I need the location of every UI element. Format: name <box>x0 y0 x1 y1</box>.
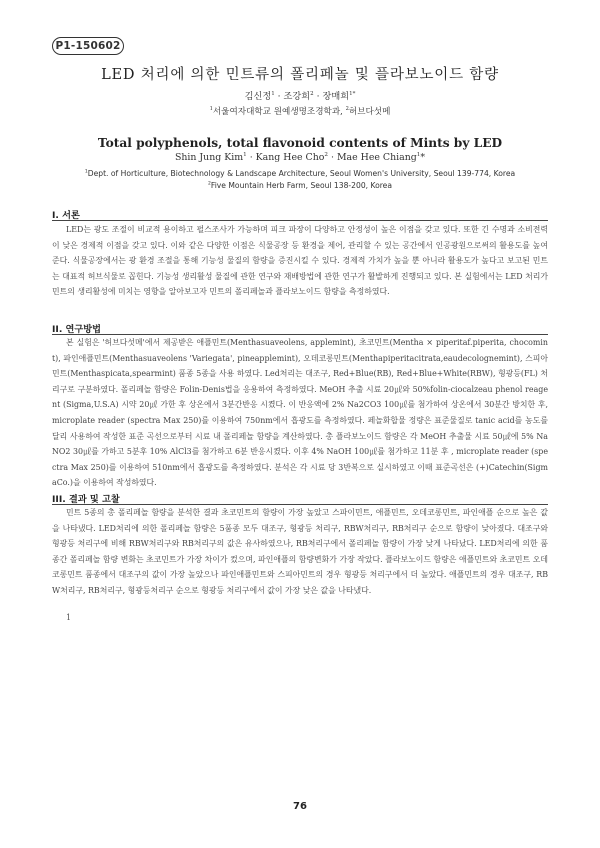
affiliation-mark: 2 <box>310 90 314 97</box>
author-name: Kang Hee Cho <box>255 152 325 163</box>
affiliation-mark: 1 <box>84 169 88 175</box>
session-code-badge: P1-150602 <box>52 37 124 55</box>
intro-paragraph: LED는 광도 조절이 비교적 용이하고 펄스조사가 가능하며 피크 파장이 다양하고 안정성이 높은 이점을 갖고 있다. 또한 긴 수명과 소비전력이 낮은 경제적 이점을 갖고 있다. 이와 같은 다양한 이점은 식물공장 등 환경을 제어, 관리할 수 있는 공간에서 인공광원으로써의 활용도를 높여준다. 식물공장에서는 광 환경 조절을 통해 기능성 물질의 함량을 증진시킬 수 있다. 경제적 가치가 높을 뿐 아니라 활용도가 높다고 보고된 민트는 대표적 허브식물로 꼽힌다. 기능성 생리활성 물질에 관한 연구와 재배방법에 관한 연구가 활발하게 진행되고 있다. 본 실험에서는 LED 처리가 민트의 생리활성에 미치는 영향을 알아보고자 민트의 폴리페놀과 플라보노이드 함량을 측정하였다. <box>52 225 548 297</box>
author-name: 조강희 <box>283 91 311 102</box>
methods-heading: II. 연구방법 <box>52 324 102 335</box>
intro-heading: I. 서론 <box>52 210 80 221</box>
affiliation-mark: 2 <box>324 151 328 158</box>
author-separator: · <box>246 152 256 163</box>
english-affiliation-2 <box>0 181 600 190</box>
author-separator: · <box>328 152 337 163</box>
korean-title: LED 처리에 의한 민트류의 폴리페놀 및 플라보노이드 함량 <box>101 67 499 83</box>
methods-paragraph: 본 실험은 '허브다섯메'에서 제공받은 애플민트(Menthasuaveolens, applemint), 초코민트(Mentha × piperitaf.piperita, chocomint), 파인애플민트(Menthasuaveolens 'Variegata', pineapplemint), 오데코롱민트(Menthapiperitacitrata,eaudecolognemint), 스피아민트(Menthaspicata,spearmint) 품종 5종을 사용 하였다. Led처리는 대조구, Red+Blue(RB), Red+Blue+White(RBW), 형광등(FL) 처리구로 구분하였다. 폴리페놀 함량은 Folin-Denis법을 응용하여 측정하였다. MeOH 추출 시료 20㎕와 50%folin-ciocalzeau phenol reagent (Sigma,U.S.A) 시약 20㎕ 가한 후 상온에서 3분간반응 시켰다. 이 반응액에 2% Na2CO3 100㎕를 첨가하여 상온에서 30분간 방치한 후, microplate reader (spectra Max 250)를 이용하여 750nm에서 흡광도를 측정하였다. 페놀화합물 정량은 표준물질로 tanic acid를 농도를 달리 사용하여 작성한 표준 곡선으로부터 시료 내 폴리페놀 함량을 계산하였다. 총 플라보노이드 함량은 각 MeOH 추출물 시료 50㎕에 5% NaNO2 30㎕를 가하고 5분후 10% AlCl3를 첨가하고 6분 반응시켰다. 이후 4% NaOH 100㎕를 첨가하고 11분 후 , microplate reader (spectra Max 250)를 이용하여 510nm에서 흡광도를 측정하였다. 분석은 각 시료 당 3반복으로 실시하였고 이때 표준곡선은 (+)Catechin(SigmaCo.)을 이용하여 작성하였다. <box>52 338 548 488</box>
affiliation-text: 허브다섯메 <box>348 107 391 117</box>
author-name: Shin Jung Kim <box>174 152 244 163</box>
author-name: 김신정 <box>244 91 272 102</box>
korean-authors <box>0 88 600 102</box>
results-paragraph: 민트 5종의 총 폴리페놀 함량을 분석한 결과 초코민트의 함량이 가장 높았고 스파이민트, 애플민트, 오데코롱민트, 파인애플 순으로 높은 값을 나타냈다. LED처리에 의한 폴리페놀 함량은 5품종 모두 대조구, 형광등 처리구, RBW처리구, RB처리구 순으로 함량이 낮아졌다. 대조구와 형광등 처리구에 비해 RBW처리구와 RB처리구의 값은 유사하였으나, RB처리구에서 폴리페놀 함량이 가장 낮게 나타났다. LED처리에 의한 품종간 폴리페놀 함량 변화는 초코민트가 가장 차이가 컸으며, 파인애플의 함량변화가 가장 작았다. 플라보노이드 함량은 애플민트와 초코민트 오데코롱민트 품종에서 대조구의 값이 가장 높았으나 파인애플민트와 스피아민트의 경우 형광등 처리구에서 더 높았다. 애플민트의 경우 대조구, RBW처리구, RB처리구, 형광등처리구 순으로 형광등 처리구에서 값이 가장 낮은 값을 나타냈다. <box>52 508 548 595</box>
affiliation-mark: 1 <box>271 90 275 97</box>
english-affiliation-1 <box>0 169 600 178</box>
author-name: Mae Hee Chiang <box>336 152 417 163</box>
affiliation-text: Five Mountain Herb Farm, Seoul 138-200, Korea <box>210 181 393 190</box>
affiliation-text: Dept. of Horticulture, Biotechnology & Landscape Architecture, Seoul Women's University, Seoul 139-774, Korea <box>87 169 516 178</box>
affiliation-text: 서울여자대학교 원예생명조경학과, <box>212 107 346 117</box>
affiliation-mark: 1 <box>416 151 421 158</box>
affiliation-mark: 2 <box>345 106 349 113</box>
korean-affiliations <box>0 105 600 117</box>
author-separator: · <box>313 91 323 102</box>
figure-reference: 1 <box>66 613 72 622</box>
english-title: Total polyphenols, total flavonoid contents of Mints by LED <box>97 136 503 150</box>
page-number: 76 <box>293 801 307 812</box>
author-separator: · <box>274 91 284 102</box>
affiliation-mark: 1* <box>349 90 356 97</box>
affiliation-mark: 1 <box>209 106 213 113</box>
author-name: 장매희 <box>322 91 350 102</box>
affiliation-mark: 2 <box>207 181 211 187</box>
corresponding-mark: * <box>420 152 426 163</box>
english-authors <box>0 152 600 163</box>
affiliation-mark: 1 <box>243 151 247 158</box>
section-divider <box>52 220 548 221</box>
results-heading: III. 결과 및 고찰 <box>52 494 120 505</box>
